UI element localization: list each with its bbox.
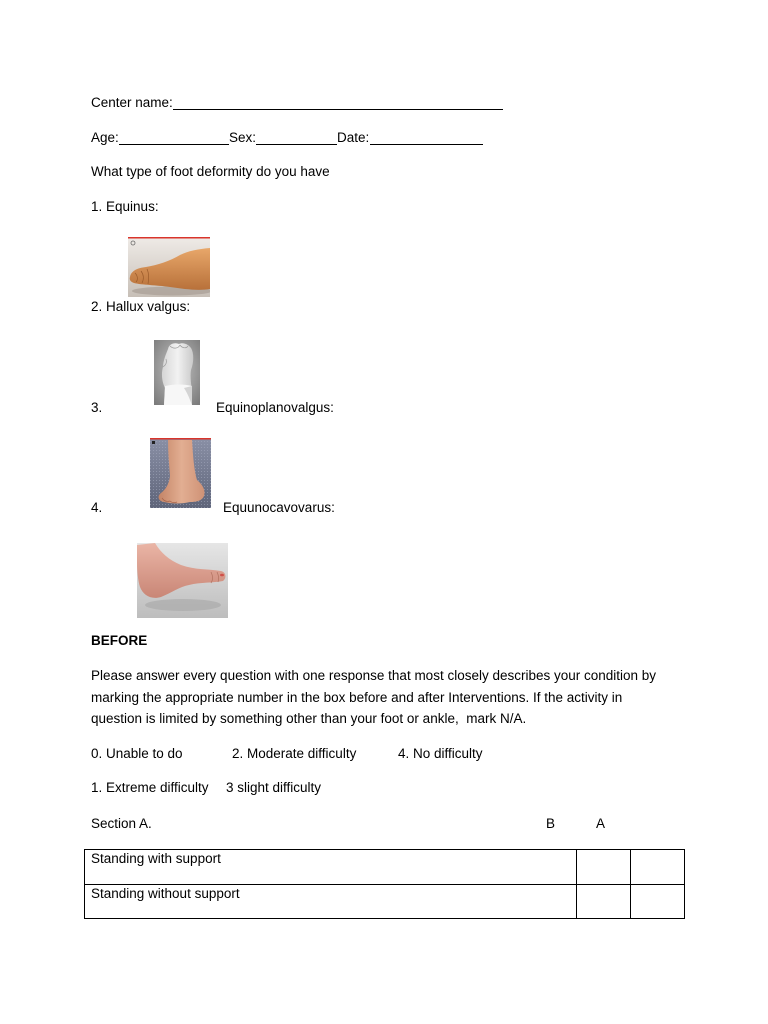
deformity-4-row <box>0 500 768 516</box>
deformity-3-number: 3. <box>91 400 103 415</box>
red-border-line <box>128 237 210 239</box>
section-header-row <box>0 816 768 832</box>
equinus-foot-photo <box>128 237 210 297</box>
age-blank <box>119 130 229 145</box>
deformity-1-number: 1. <box>91 199 103 214</box>
deformity-3-row <box>0 400 768 416</box>
scale-option-2: 2. Moderate difficulty <box>232 746 357 761</box>
age-label: Age: <box>91 130 119 145</box>
before-heading-row <box>0 633 768 649</box>
deformity-1-row <box>0 199 768 215</box>
column-b-label: B <box>546 816 556 831</box>
deformity-3-label: Equinoplanovalgus: <box>216 400 334 415</box>
scale-row-1 <box>0 746 768 762</box>
hallux-valgus-foot-photo <box>154 340 200 405</box>
center-name-blank <box>173 95 503 110</box>
section-title: Section A. <box>91 816 152 831</box>
instructions-text: question is limited by something other than your foot or ankle, mark N/A. <box>91 711 527 726</box>
deformity-question-row <box>0 164 768 180</box>
before-answer-cell <box>577 885 631 919</box>
after-answer-cell <box>631 850 685 885</box>
toenail <box>220 574 224 577</box>
sex-blank <box>256 130 337 145</box>
deformity-4-number: 4. <box>91 500 103 515</box>
corner-marker <box>152 441 155 444</box>
table-row <box>85 885 685 919</box>
deformity-2-number: 2. <box>91 299 103 314</box>
deformity-4-label: Equunocavovarus: <box>223 500 335 515</box>
scale-option-4: 4. No difficulty <box>398 746 483 761</box>
after-answer-cell <box>631 885 685 919</box>
instructions-line-2 <box>0 690 768 706</box>
scale-option-1: 1. Extreme difficulty <box>91 780 209 795</box>
deformity-2-text <box>91 299 190 315</box>
deformity-2-label: Hallux valgus: <box>106 299 191 314</box>
equinoplanovalgus-foot-photo <box>150 438 211 508</box>
scale-option-0: 0. Unable to do <box>91 746 183 761</box>
before-answer-cell <box>577 850 631 885</box>
instructions-text: marking the appropriate number in the box before and after Interventions. If the activity in <box>91 690 623 705</box>
center-name-row <box>0 95 768 111</box>
sex-label: Sex: <box>229 130 257 145</box>
deformity-2-row <box>0 299 768 315</box>
instructions-line-1 <box>0 668 768 684</box>
instructions-line-3 <box>0 711 768 727</box>
age-sex-date-row <box>0 130 768 146</box>
deformity-question: What type of foot deformity do you have <box>91 164 330 179</box>
section-a-answer-table <box>84 849 685 919</box>
scale-row-2 <box>0 780 768 796</box>
table-row <box>85 850 685 885</box>
activity-cell: Standing with support <box>85 850 577 885</box>
deformity-1-text <box>91 199 159 215</box>
foot-shadow <box>145 599 221 611</box>
before-heading: BEFORE <box>91 633 148 648</box>
activity-cell: Standing without support <box>85 885 577 919</box>
center-name-label: Center name: <box>91 95 173 110</box>
red-border-line <box>150 438 211 440</box>
equunocavovarus-foot-photo <box>137 543 228 618</box>
deformity-1-label: Equinus: <box>106 199 159 214</box>
date-blank <box>370 130 483 145</box>
scale-option-3: 3 slight difficulty <box>226 780 322 795</box>
instructions-text: Please answer every question with one response that most closely describes your condition by <box>91 668 657 683</box>
column-a-label: A <box>596 816 606 831</box>
date-label: Date: <box>337 130 370 145</box>
